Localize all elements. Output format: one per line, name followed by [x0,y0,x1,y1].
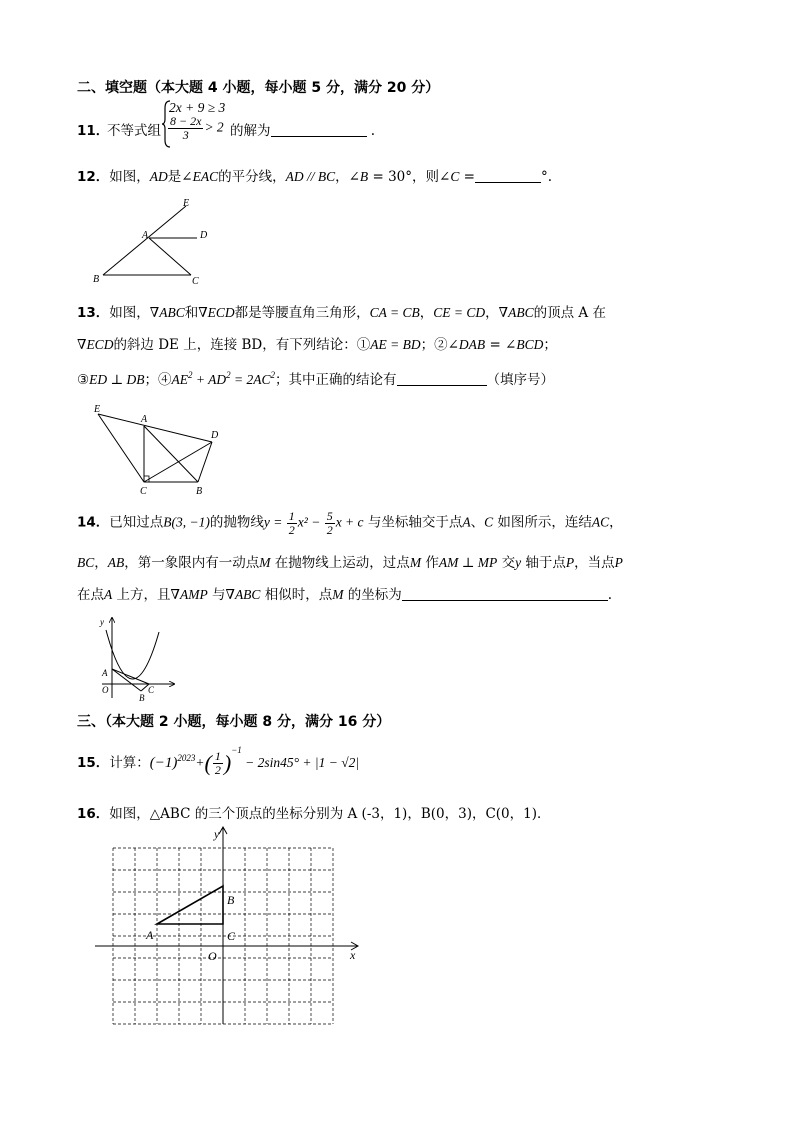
question-number: 11． [77,123,110,139]
math: AD // BC [285,169,336,184]
label-o: O [208,949,217,963]
math: M [332,587,344,602]
question-text [230,119,375,139]
text: 轴于点 [521,555,566,571]
label-y: y [214,827,220,841]
text: 如图， [109,169,150,185]
label-c: C [192,276,199,287]
math: CA = CB [369,305,420,320]
math: AE = BD [370,337,421,352]
text: ，∇ [485,305,509,321]
label-b: B [93,274,100,285]
math-expression: $AE^2 + AD^2 = 2AC^2$ [171,370,276,387]
fraction-numerator: 8 − 2x [170,114,202,128]
math: ABC [508,305,534,320]
text: . [607,587,613,603]
text: 的平分线， [218,169,286,185]
text: 如图，∇ [109,305,160,321]
line-ec [98,414,144,482]
section2-title: 二、填空题（本大题 4 小题，每小题 5 分，满分 20 分） [77,80,440,96]
label-d: D [200,230,208,241]
answer-blank[interactable] [475,168,541,183]
fraction-denominator: 2 [326,522,333,537]
parabola [106,630,159,679]
fraction-denominator: 2 [288,522,295,537]
question-text: 不等式组 [107,123,161,139]
question-number: 12． [77,169,110,185]
math: BC [77,555,95,570]
label-c: C [227,929,236,943]
math: M [259,555,271,570]
question-14-line-2 [77,551,623,571]
question-number: 16． [77,806,110,822]
math: C [484,514,494,530]
text: 上方，且∇ [112,587,180,603]
label-e: E [94,404,101,415]
label-a: A [146,928,154,942]
text: 、 [470,514,485,531]
question-number: 15． [77,755,110,771]
text: ， [609,514,623,531]
line-cd [144,442,212,482]
label-d: D [211,430,219,441]
math: AM ⊥ MP [438,555,498,570]
math: + [195,755,205,770]
question-14-line-1 [77,510,623,540]
question-15 [77,745,359,777]
line-db [198,442,212,482]
question-13-line-1 [77,301,606,321]
label-b: B [227,893,235,907]
label-a: A [142,230,149,241]
text: 在抛物线上运动，过点 [270,555,410,571]
text: 和∇ [184,305,208,321]
text: ，当点 [574,555,615,571]
answer-blank[interactable] [402,586,608,601]
math: AD [149,169,168,184]
text: ， [94,555,108,571]
q14-figure [92,612,182,704]
text: 的顶点 A 在 [533,305,606,321]
label-b: B [196,486,203,497]
exponent: −1 [231,745,242,755]
section3-title: 三、（本大题 2 小题，每小题 8 分，满分 16 分） [77,714,391,730]
question-text-post: 的解为 [230,123,271,139]
question-13-line-2 [77,333,557,353]
math: BCD [516,337,544,352]
q13-figure [88,400,223,498]
label-x: x [350,948,356,962]
paren-open: ( [204,750,212,776]
text: 在点 [77,587,104,603]
text: = ∠ [485,337,517,353]
exponent: 2023 [177,753,196,763]
text: （填序号） [486,372,555,388]
math: B [359,169,369,184]
text: 如图所示，连结 [493,514,592,531]
paren-close: ) [223,750,232,776]
text: 作 [421,555,439,571]
label-o: O [102,685,109,695]
text: 计算： [109,755,150,771]
math: (−1) [149,755,178,771]
text: = 30°，则∠ [368,169,451,185]
text: 都是等腰直角三角形， [234,305,370,321]
text: ，第一象限内有一动点 [124,555,260,571]
math: x + c [335,514,364,530]
fraction-numerator: 5 [326,509,333,523]
math: C [450,169,460,184]
math: EAC [192,169,219,184]
question-number: 13． [77,305,110,321]
question-14-line-3 [77,583,612,603]
text: 的斜边 DE 上，连接 BD，有下列结论：① [113,337,371,353]
inequality-1: 2x + 9 ≥ 3 [169,100,226,115]
label-y: y [100,617,104,627]
math: B [163,514,172,530]
math: AB [107,555,125,570]
period: . [370,123,376,139]
text: 相似时，点 [260,587,333,603]
math: ECD [86,337,114,352]
question-16 [77,802,551,822]
line-ab [112,669,141,691]
text: 交 [497,555,516,571]
question-number: 14． [77,514,110,531]
math: ABC [234,587,261,602]
label-a: A [141,414,148,425]
text: ；②∠ [420,337,459,353]
math: AMP [179,587,208,602]
answer-blank[interactable] [397,371,487,386]
text: °. [540,169,552,185]
math: = [269,514,286,530]
text: 已知过点 [109,514,164,531]
fraction-numerator: 1 [214,749,221,764]
question-text: 如图，△ABC 的三个顶点的坐标分别为 A (-3，1)，B(0，3)，C(0，1)． [109,806,551,822]
math: A [104,587,113,602]
math: P [565,555,575,570]
inequality-2 [167,115,224,141]
math: ED ⊥ DB [89,372,145,387]
text: ，∠ [335,169,360,185]
text: ； [543,337,557,353]
q16-grid-figure [90,824,370,1029]
math: x² − [297,514,324,530]
text: ∇ [77,337,87,353]
question-13-line-3 [77,368,554,388]
label-c: C [148,685,155,695]
math: CE = CD [433,305,486,320]
fraction-numerator: 1 [288,509,295,523]
text: ③ [77,372,90,388]
text: ；其中正确的结论有 [275,372,397,388]
label-c: C [140,486,147,497]
fraction-denominator: 2 [214,763,221,777]
math: − 2sin45° + |1 − √2| [241,755,360,770]
math: ECD [207,305,235,320]
fraction-denominator: 3 [182,127,189,142]
math: A [462,514,471,530]
text: 与坐标轴交于点 [363,514,463,531]
text: ， [419,305,434,321]
text: 是∠ [167,169,193,185]
line-ac [149,238,191,275]
text: = [459,169,475,185]
text: 与∇ [207,587,235,603]
math: ABC [159,305,185,320]
text: 的抛物线 [209,514,264,531]
label-e: E [183,198,190,209]
answer-blank[interactable] [271,122,367,137]
math: y [263,514,270,530]
math: AC [591,514,610,530]
text: ；④ [144,372,172,388]
inequality-rest: > 2 [204,119,224,135]
label-b: B [139,693,145,703]
math: DAB [458,337,486,352]
text: 的坐标为 [343,587,402,603]
math: P [614,555,623,570]
math: y [515,555,522,570]
label-a: A [102,668,108,678]
q12-figure [88,196,213,288]
question-12 [77,165,552,185]
math: (3, −1) [171,514,210,530]
line-ab [144,426,198,482]
math: M [409,555,422,570]
